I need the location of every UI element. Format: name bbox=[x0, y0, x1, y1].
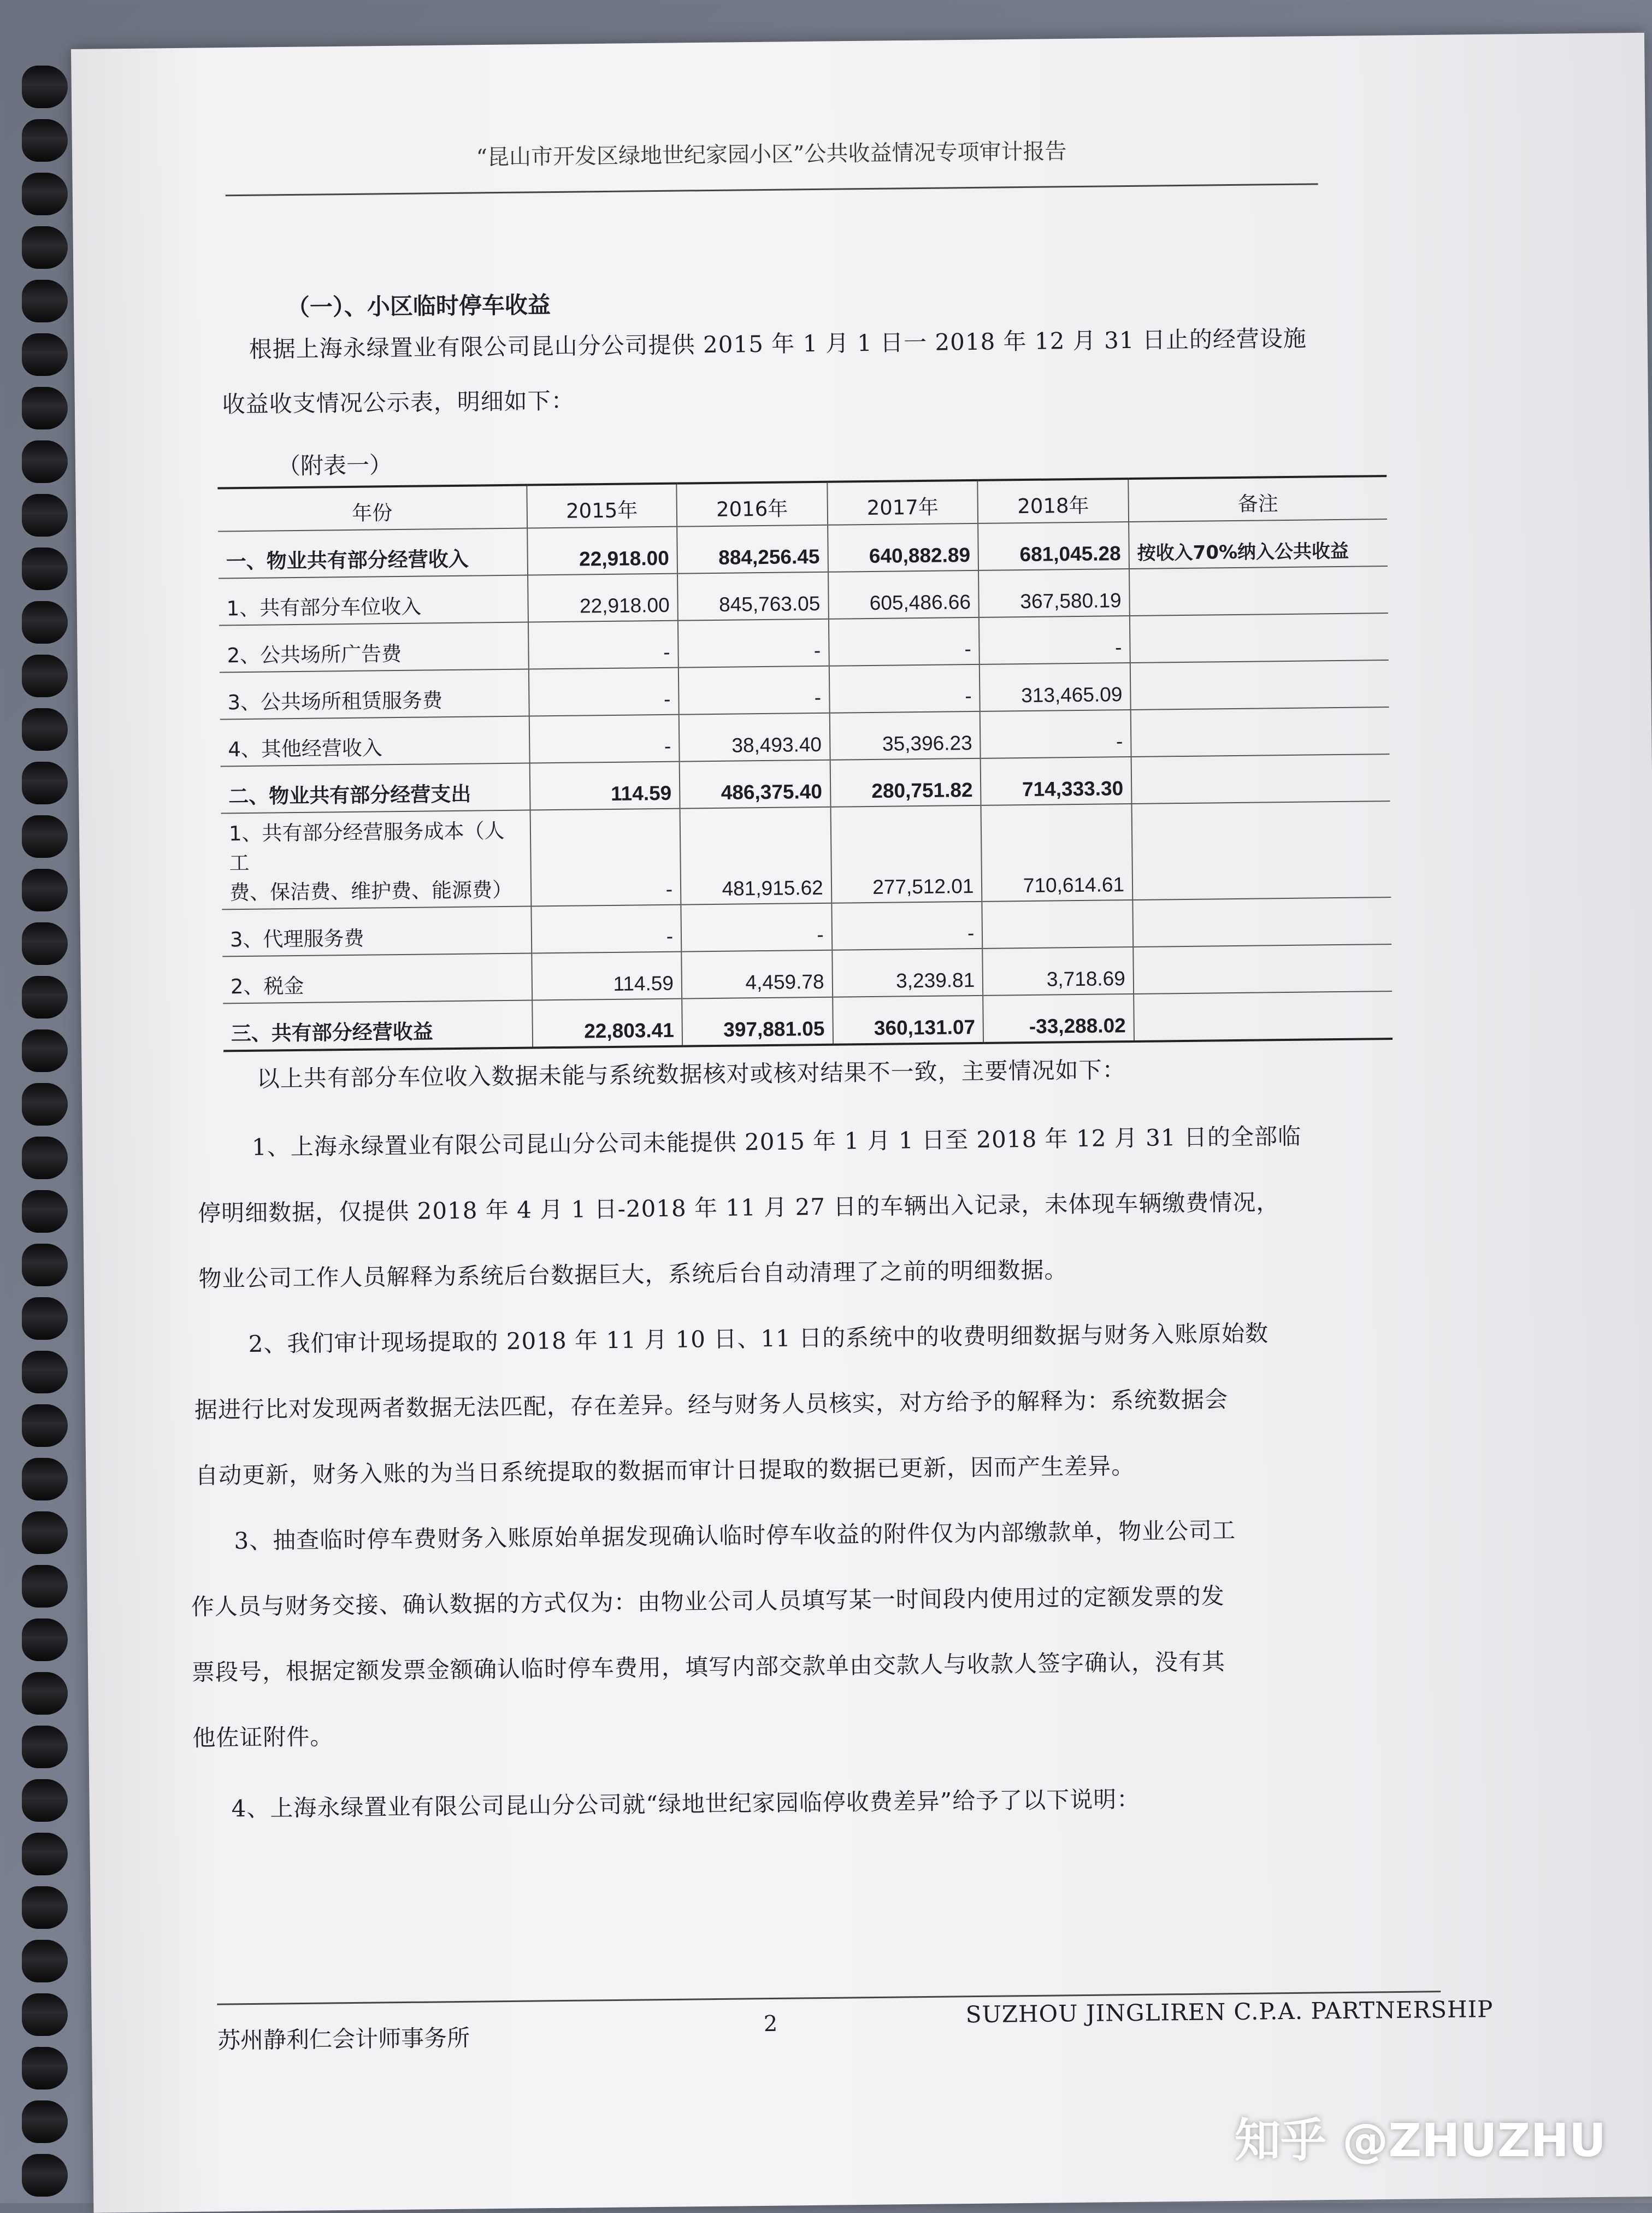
cell-remark bbox=[1130, 660, 1389, 710]
cell-2016: 38,493.40 bbox=[679, 713, 830, 762]
row-label: 3、代理服务费 bbox=[222, 907, 532, 957]
cell-2018: 714,333.30 bbox=[981, 757, 1132, 805]
cell-2015: - bbox=[529, 668, 679, 716]
cell-2015: - bbox=[529, 715, 680, 763]
col-header-2015: 2015年 bbox=[527, 484, 677, 528]
cell-2015: - bbox=[531, 905, 681, 954]
cell-2017: 3,239.81 bbox=[832, 949, 983, 997]
row-label: 二、物业共有部分经营支出 bbox=[221, 763, 530, 814]
paragraph-2-line-3: 自动更新，财务入账的为当日系统提取的数据而审计日提取的数据已更新，因而产生差异。 bbox=[195, 1452, 1135, 1490]
paragraph-2-line-1: 2、我们审计现场提取的 2018 年 11 月 10 日、11 日的系统中的收费明细数据与财务入账原始数 bbox=[248, 1320, 1269, 1357]
row-label: 2、公共场所广告费 bbox=[219, 622, 529, 673]
cell-remark: 按收入70%纳入公共收益 bbox=[1129, 519, 1388, 569]
row-label: 3、公共场所租赁服务费 bbox=[220, 669, 529, 720]
cell-2017: 640,882.89 bbox=[828, 523, 979, 572]
cell-2017: 280,751.82 bbox=[830, 758, 981, 807]
cell-remark bbox=[1131, 754, 1390, 804]
col-header-year: 年份 bbox=[217, 485, 527, 532]
cell-2016: 397,881.05 bbox=[682, 997, 833, 1046]
cell-2018 bbox=[982, 900, 1134, 949]
cell-2016: 481,915.62 bbox=[680, 807, 831, 905]
cell-2016: - bbox=[681, 903, 832, 952]
cell-2015: 22,803.41 bbox=[532, 999, 682, 1048]
cell-2015: 22,918.00 bbox=[528, 574, 678, 622]
cell-2015: - bbox=[530, 809, 681, 907]
cell-2016: 4,459.78 bbox=[681, 950, 833, 999]
cell-remark bbox=[1132, 897, 1391, 947]
row-label: 4、其他经营收入 bbox=[220, 716, 530, 767]
paragraph-3-line-1: 3、抽查临时停车费财务入账原始单据发现确认临时停车收益的附件仅为内部缴款单，物业公司工 bbox=[234, 1517, 1236, 1555]
cell-2018: 313,465.09 bbox=[980, 663, 1131, 711]
paragraph-1-line-1: 1、上海永绿置业有限公司昆山分公司未能提供 2015 年 1 月 1 日至 2018 年 12 月 31 日的全部临 bbox=[251, 1122, 1302, 1161]
intro-line-1: 根据上海永绿置业有限公司昆山分公司提供 2015 年 1 月 1 日一 2018 年 12 月 31 日止的经营设施 bbox=[249, 325, 1307, 363]
table-row bbox=[221, 801, 1391, 909]
cell-2018: - bbox=[980, 710, 1131, 758]
cell-remark bbox=[1131, 707, 1390, 757]
cell-2016: 845,763.05 bbox=[677, 572, 829, 621]
cell-remark bbox=[1129, 566, 1388, 616]
cell-2016: - bbox=[678, 666, 830, 715]
cell-2018: 367,580.19 bbox=[978, 569, 1130, 617]
paragraph-3-line-3: 票段号，根据定额发票金额确认临时停车费用，填写内部交款单由交款人与收款人签字确认，没有其 bbox=[191, 1648, 1226, 1686]
cell-2017: 277,512.01 bbox=[830, 805, 982, 903]
row-label: 2、税金 bbox=[222, 954, 532, 1004]
cell-2018: 710,614.61 bbox=[981, 804, 1132, 902]
row-label-line-1: 1、共有部分经营服务成本（人工 bbox=[228, 819, 505, 875]
cell-2016: 486,375.40 bbox=[680, 760, 831, 809]
paragraph-4: 4、上海永绿置业有限公司昆山分公司就“绿地世纪家园临停收费差异”给予了以下说明： bbox=[231, 1785, 1141, 1822]
cell-2015: - bbox=[528, 621, 678, 669]
footer-firm-en: SUZHOU JINGLIREN C.P.A. PARTNERSHIP bbox=[965, 1996, 1494, 2028]
summary-line: 以上共有部分车位收入数据未能与系统数据核对或核对结果不一致，主要情况如下： bbox=[256, 1056, 1126, 1092]
cell-2018: - bbox=[979, 616, 1130, 664]
page-number: 2 bbox=[763, 2011, 778, 2037]
row-label-line-2: 费、保洁费、维护费、能源费） bbox=[229, 878, 513, 905]
cell-2018: 3,718.69 bbox=[983, 947, 1134, 996]
cell-2016: 884,256.45 bbox=[677, 525, 828, 574]
section-title: （一）、小区临时停车收益 bbox=[286, 291, 551, 321]
cell-2018: -33,288.02 bbox=[983, 994, 1134, 1043]
header-rule bbox=[226, 183, 1318, 196]
paragraph-2-line-2: 据进行比对发现两者数据无法匹配，存在差异。经与财务人员核实，对方给予的解释为：系统数据会 bbox=[194, 1386, 1229, 1424]
cell-2017: 605,486.66 bbox=[828, 570, 980, 619]
cell-2017: - bbox=[829, 617, 980, 666]
paragraph-1-line-2: 停明细数据，仅提供 2018 年 4 月 1 日-2018 年 11 月 27 日的车辆出入记录，未体现车辆缴费情况， bbox=[197, 1188, 1280, 1227]
annex-label: （附表一） bbox=[277, 451, 393, 480]
cell-remark bbox=[1134, 991, 1393, 1041]
cell-2015: 114.59 bbox=[532, 952, 682, 1000]
cell-2015: 114.59 bbox=[529, 762, 680, 810]
intro-line-2: 收益收支情况公示表，明细如下： bbox=[222, 387, 575, 418]
cell-2017: - bbox=[829, 664, 981, 713]
col-header-2018: 2018年 bbox=[978, 479, 1129, 523]
income-table bbox=[217, 475, 1393, 1052]
cell-remark bbox=[1133, 944, 1392, 994]
paragraph-1-line-3: 物业公司工作人员解释为系统后台数据巨大，系统后台自动清理了之前的明细数据。 bbox=[198, 1256, 1068, 1292]
row-label bbox=[221, 810, 532, 910]
cell-2017: - bbox=[831, 902, 983, 950]
footer-firm-cn: 苏州静利仁会计师事务所 bbox=[217, 2024, 470, 2054]
row-label: 三、共有部分经营收益 bbox=[223, 1000, 533, 1051]
cell-remark bbox=[1131, 801, 1391, 900]
row-label: 1、共有部分车位收入 bbox=[219, 575, 528, 626]
cell-2017: 360,131.07 bbox=[833, 996, 984, 1045]
col-header-remark: 备注 bbox=[1128, 476, 1387, 522]
col-header-2016: 2016年 bbox=[676, 482, 827, 527]
cell-2015: 22,918.00 bbox=[527, 527, 677, 575]
cell-remark bbox=[1130, 613, 1389, 663]
col-header-2017: 2017年 bbox=[827, 480, 978, 525]
paragraph-3-line-2: 作人员与财务交接、确认数据的方式仅为：由物业公司人员填写某一时间段内使用过的定额发票的发 bbox=[191, 1582, 1225, 1621]
watermark: 知乎 @ZHUZHU bbox=[1235, 2114, 1607, 2167]
paragraph-3-line-4: 他佐证附件。 bbox=[192, 1723, 334, 1752]
report-header: “昆山市开发区绿地世纪家园小区”公共收益情况专项审计报告 bbox=[476, 139, 1067, 170]
row-label: 一、物业共有部分经营收入 bbox=[218, 528, 528, 579]
cell-2016: - bbox=[678, 619, 829, 668]
cell-2017: 35,396.23 bbox=[829, 711, 981, 760]
cell-2018: 681,045.28 bbox=[978, 522, 1129, 570]
